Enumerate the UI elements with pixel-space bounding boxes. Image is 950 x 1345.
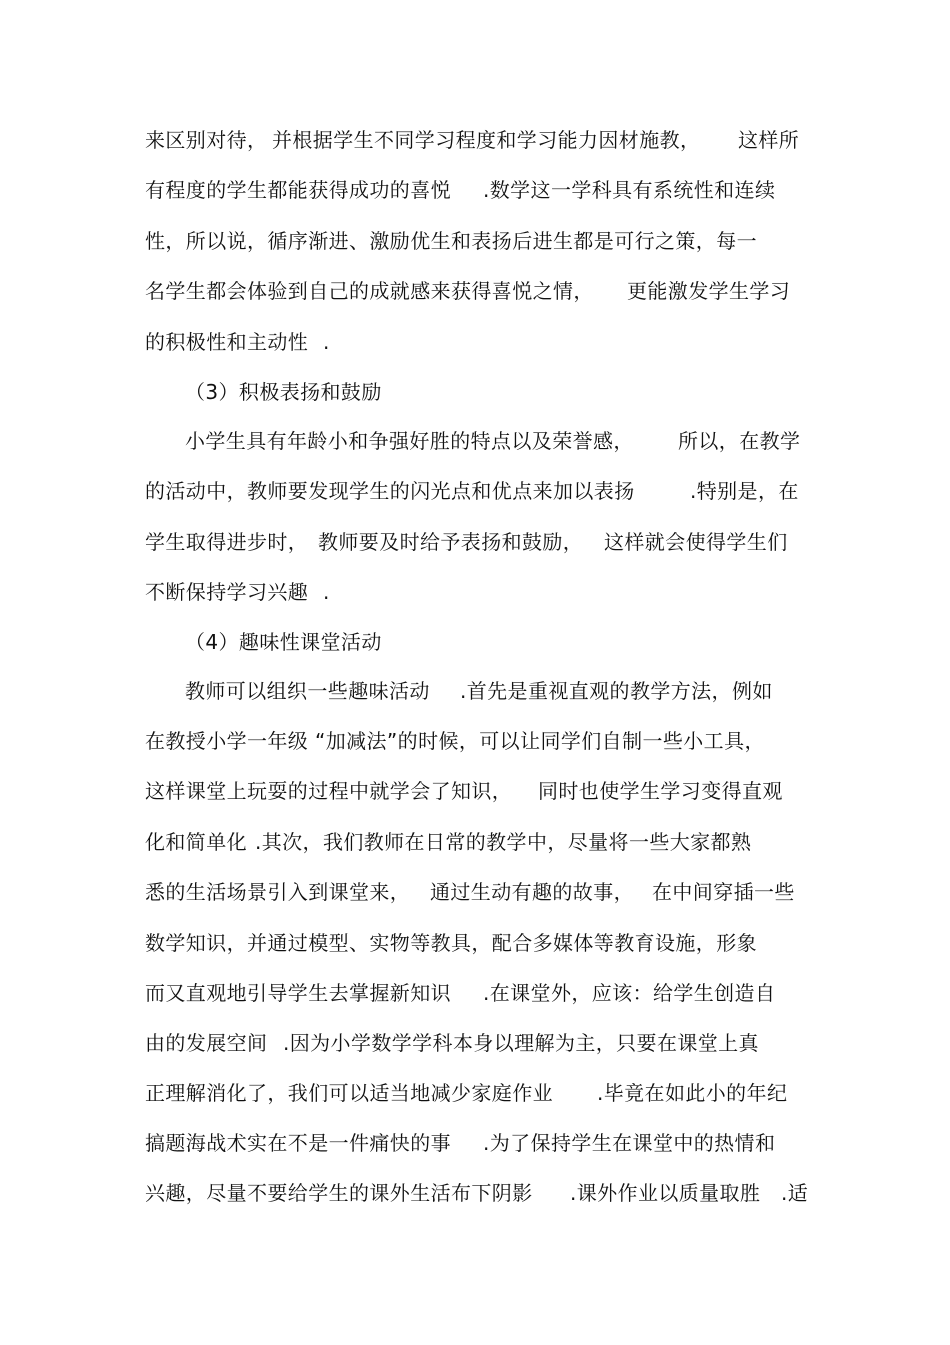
text-segment: 来区别对待， [145,128,268,152]
text-segment: 这样就会使得学生们 [604,530,788,554]
section-heading-text: （3）积极表扬和鼓励 [185,380,382,404]
text-line [0,226,950,256]
text-line [0,426,950,456]
text-line [0,776,950,806]
text-segment: 兴趣，尽量不要给学生的课外生活布下阴影 [145,1181,533,1205]
text-segment: . [323,330,330,354]
text-segment: 有程度的学生都能获得成功的喜悦 [145,178,451,202]
text-segment: 的活动中，教师要发现学生的闪光点和优点来加以表扬 [145,479,635,503]
text-line [0,1178,950,1208]
text-segment: 名学生都会体验到自己的成就感来获得喜悦之情， [145,279,594,303]
text-segment: 正理解消化了，我们可以适当地减少家庭作业 [145,1081,553,1105]
text-segment: 性，所以说，循序渐进、激励优生和表扬后进生都是可行之策，每一 [145,229,757,253]
text-segment: 不断保持学习兴趣 [145,580,309,604]
text-line [0,1028,950,1058]
text-line [0,1078,950,1108]
text-line [0,125,950,155]
text-segment: 学生取得进步时， [145,530,309,554]
text-segment: .在课堂外，应该：给学生创造自 [483,981,776,1005]
text-line [0,928,950,958]
text-line [0,527,950,557]
text-segment: .毕竟在如此小的年纪 [597,1081,788,1105]
text-segment: 这样所 [738,128,800,152]
text-line [0,877,950,907]
section-heading-text: （4）趣味性课堂活动 [185,630,382,654]
text-line [0,327,950,357]
text-segment: 这样课堂上玩耍的过程中就学会了知识， [145,779,513,803]
text-segment: 更能激发学生学习 [627,279,791,303]
text-segment: 由的发展空间 [145,1031,268,1055]
text-line [0,726,950,756]
text-segment: .课外作业以质量取胜 [570,1181,761,1205]
text-segment: 同时也使学生学习变得直观 [538,779,783,803]
text-segment: 搞题海战术实在不是一件痛快的事 [145,1131,451,1155]
text-segment: 化和简单化 [145,830,247,854]
text-line [0,676,950,706]
text-segment: .为了保持学生在课堂中的热情和 [483,1131,776,1155]
text-line [0,476,950,506]
text-line [0,577,950,607]
text-segment: .特别是，在 [690,479,799,503]
text-line [0,978,950,1008]
text-line [0,175,950,205]
text-segment: 教师要及时给予表扬和鼓励， [318,530,584,554]
text-segment: 的积极性和主动性 [145,330,309,354]
text-segment: . [323,580,330,604]
text-segment: 悉的生活场景引入到课堂来， [145,880,411,904]
text-segment: .首先是重视直观的教学方法，例如 [460,679,773,703]
text-segment: 在中间穿插一些 [652,880,795,904]
text-segment: 而又直观地引导学生去掌握新知识 [145,981,451,1005]
text-segment: 在教授小学一年级 “加减法”的时候，可以让同学们自制一些小工具， [145,729,765,753]
text-segment: .因为小学数学学科本身以理解为主，只要在课堂上真 [283,1031,759,1055]
text-segment: .数学这一学科具有系统性和连续 [483,178,776,202]
text-line [0,827,950,857]
text-segment: .适 [781,1181,809,1205]
text-line [0,276,950,306]
text-segment: 数学知识，并通过模型、实物等教具，配合多媒体等教育设施，形象 [145,931,757,955]
section-heading-4 [0,627,950,657]
text-segment: .其次，我们教师在日常的教学中，尽量将一些大家都熟 [255,830,752,854]
text-segment: 小学生具有年龄小和争强好胜的特点以及荣誉感， [185,429,634,453]
text-line [0,1128,950,1158]
text-segment: 所以，在教学 [678,429,801,453]
section-heading-3 [0,377,950,407]
text-segment: 通过生动有趣的故事， [430,880,634,904]
text-segment: 教师可以组织一些趣味活动 [185,679,430,703]
text-segment: 并根据学生不同学习程度和学习能力因材施教， [272,128,701,152]
